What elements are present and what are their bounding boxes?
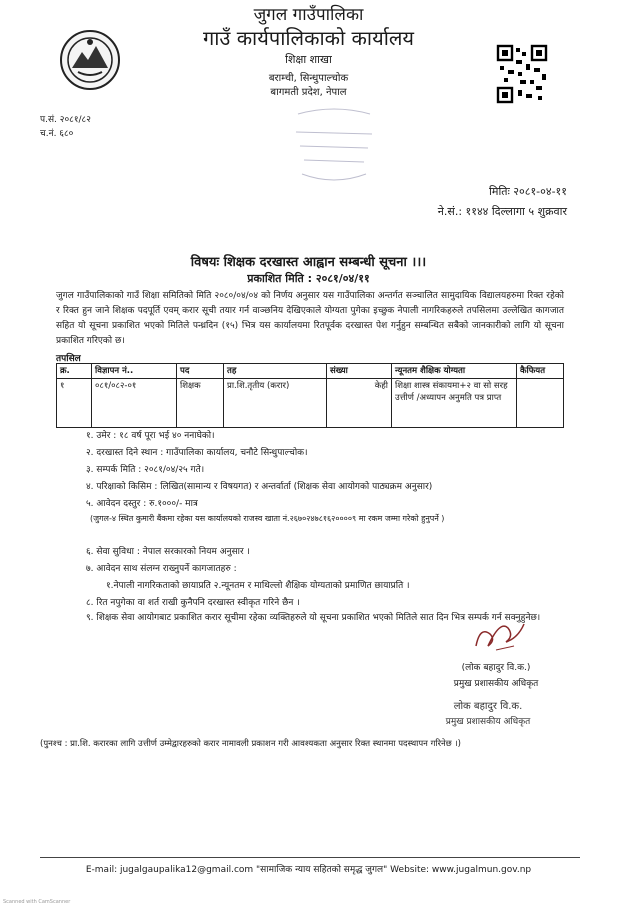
section-name: शिक्षा शाखा (285, 53, 332, 66)
col-adv-no: विज्ञापन नं.. (92, 364, 177, 379)
list-item: ९. शिक्षक सेवा आयोगबाट प्रकाशित करार सूचीमा रहेका व्यक्तिहरुले यो सूचना प्रकाशित भएको मितिले सात दिन भित्र सम्पर्क गर्न सक्नुहुनेछ। (86, 613, 541, 623)
col-count: संख्या (327, 364, 392, 379)
name-stamp (418, 698, 558, 732)
list-item: ७. आवेदन साथ संलग्न राख्नुपर्ने कागजातहरु : (86, 564, 237, 574)
nepal-sambat-date: ने.सं.: ११४४ दिल्लागा ५ शुक्रवार (437, 205, 567, 218)
cell-qualification: शिक्षा शास्त्र संकायमा+२ वा सो सरह उत्तीर्ण /अध्यापन अनुमति पत्र प्राप्त (392, 379, 517, 428)
stamp-name: लोक बहादुर वि.क. (453, 701, 523, 712)
list-item: ६. सेवा सुविधा : नेपाल सरकारको नियम अनुसार । (86, 547, 250, 557)
cell-level: प्रा.शि.तृतीय (करार) (224, 379, 327, 428)
table-header-row (57, 364, 564, 379)
postscript-note: (पुनश्च : प्रा.शि. करारका लागि उत्तीर्ण उम्मेद्वारहरुको करार नामावली प्रकाशन गरी आवश्यकता अनुसार रिक्त स्थानमा पदस्थापन गरिनेछ ।) (40, 739, 461, 749)
scanner-watermark: Scanned with CamScanner (3, 899, 71, 905)
published-date: प्रकाशित मिति : २०८१/०४/११ (247, 272, 370, 285)
signature-icon (470, 616, 530, 654)
table-row (57, 379, 564, 428)
col-qualification: न्यूनतम शैक्षिक योग्यता (392, 364, 517, 379)
address-line1: बराम्ची, सिन्धुपाल्चोक (268, 73, 349, 84)
col-sn: क्र. (57, 364, 92, 379)
vacancy-table (56, 363, 564, 428)
list-item: (जुगल-४ स्थित कुमारी बैंकमा रहेका यस कार्यालयको राजस्व खाता नं.२६७०२४७८१६२००००९ मा रकम जम्मा गरेको हुनुपर्ने ) (90, 514, 445, 523)
cell-remarks (517, 379, 564, 428)
dispatch-number: च.नं. ६८० (40, 129, 74, 139)
list-item: ३. सम्पर्क मिति : २०८१/०४/२५ गते। (86, 465, 205, 475)
tapsil-label: तपसिल (56, 354, 81, 364)
col-level: तह (224, 364, 327, 379)
cell-post: शिक्षक (177, 379, 224, 428)
signatory-title: प्रमुख प्रशासकीय अधिकृत (453, 679, 539, 689)
list-item: ८. रित नपुगेका वा शर्त राखी कुनैपनि दरखास्त स्वीकृत गरिने छैन । (86, 598, 300, 608)
org-name-line1: जुगल गाउँपालिका (253, 5, 364, 25)
notice-subject: विषयः शिक्षक दरखास्त आह्वान सम्बन्धी सूचना ।।। (190, 255, 427, 270)
footer-divider (40, 857, 580, 858)
notice-body: जुगल गाउँपालिकाको गाउँ शिक्षा समितिको मिति २०८०/०४/०४ को निर्णय अनुसार यस गाउँपालिका अन्तर्गत सञ्चालित सामुदायिक विद्यालयहरुमा रिक्त रहेको र रिक्त हुन जाने शिक्षक पदपूर्ति एवम् करार सूची तयार गर्न वाञ्छनिय देखिएकाले योग्यता पुगेका इच्छुक नेपाली नागरिकहरुले तपसिलमा उल्लेखित कागजात सहित यो सूचना प्रकाशित भएको मितिले पन्ध्रदिन (१५) भित्र यस कार्यालयमा रितपूर्वक दरखास्त पेश गर्नुहुन सम्बन्धित सबैको जानकारीको लागि यो सूचना प्रकाशित गरिएको छ। (56, 291, 564, 346)
footer-contact: E-mail: jugalgaupalika12@gmail.com "सामाजिक न्याय सहितको समृद्ध जुगल" Website: www.jugalmun.gov.np (85, 865, 532, 875)
list-item: ४. परिक्षाको किसिम : लिखित(सामान्य र विषयगत) र अन्तर्वार्ता (शिक्षक सेवा आयोगको पाठ्यक्रम अनुसार) (86, 482, 433, 492)
cell-adv-no: ०८१/०८२-०१ (92, 379, 177, 428)
list-item: १.नेपाली नागरिकताको छायाप्रति २.न्यूनतम र माथिल्लो शैक्षिक योग्यताको प्रमाणित छायाप्रति । (106, 581, 410, 591)
qr-code-icon (496, 44, 548, 104)
cell-sn: १ (57, 379, 92, 428)
list-item: २. दरखास्त दिने स्थान : गाउँपालिका कार्यालय, चनौटे सिन्धुपाल्चोक। (86, 448, 308, 458)
address-line2: बागमती प्रदेश, नेपाल (270, 87, 347, 98)
list-item: ५. आवेदन दस्तुर : रु.१०००/- मात्र (86, 499, 198, 509)
list-item: १. उमेर : १८ वर्ष पूरा भई ४० ननाघेको। (86, 431, 215, 441)
col-post: पद (177, 364, 224, 379)
notice-date: मितिः २०८१-०४-११ (489, 185, 567, 198)
received-stamp-icon (288, 104, 380, 190)
col-remarks: कैफियत (517, 364, 564, 379)
org-name-line2: गाउँ कार्यपालिकाको कार्यालय (202, 26, 415, 50)
signatory-name: (लोक बहादुर वि.क.) (461, 663, 531, 673)
cell-count: केही (327, 379, 392, 428)
stamp-title: प्रमुख प्रशासकीय अधिकृत (445, 717, 531, 727)
fiscal-year: प.सं. २०८१/८२ (40, 115, 91, 125)
